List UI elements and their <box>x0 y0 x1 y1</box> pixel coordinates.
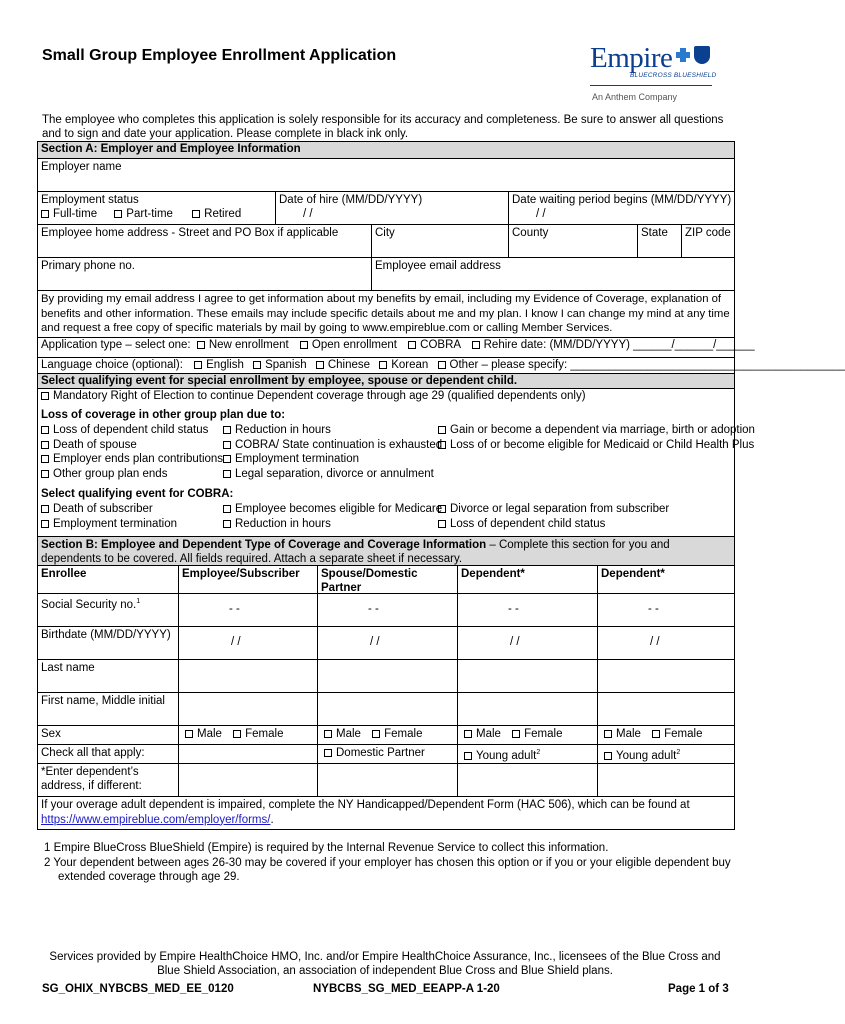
birthdate-label: Birthdate (MM/DD/YYYY) <box>41 629 171 641</box>
ssn-row <box>38 593 734 626</box>
dependent-address-input[interactable] <box>178 764 317 796</box>
city-field[interactable]: City <box>371 225 508 257</box>
checkbox-icon[interactable] <box>253 361 261 369</box>
column-header: Dependent* <box>457 566 597 593</box>
blue-shield-icon <box>694 46 710 64</box>
ssn-label: Social Security no.$^1$ <box>41 598 141 611</box>
female-option[interactable]: Female <box>512 728 562 740</box>
female-option[interactable]: Female <box>372 728 422 740</box>
dependent-address-label: *Enter dependent’s address, if different: <box>41 766 142 792</box>
other-language-option[interactable]: Other – please specify: ___________________________________________ <box>438 359 845 371</box>
cobra-option[interactable]: Loss of dependent child status <box>438 517 669 532</box>
qualifying-option[interactable]: Death of spouse <box>41 438 223 453</box>
language-choice-row <box>38 357 845 373</box>
last-name-input[interactable] <box>457 660 597 692</box>
anthem-tagline: An Anthem Company <box>592 92 678 102</box>
ssn-input[interactable]: - - <box>597 594 736 626</box>
county-field[interactable]: County <box>508 225 637 257</box>
qualifying-event-header: Select qualifying event for special enrollment by employee, spouse or dependent child. <box>38 373 734 388</box>
employment-status-label: Employment status <box>41 194 139 206</box>
korean-option[interactable]: Korean <box>379 359 428 371</box>
enrollment-form <box>37 141 845 830</box>
email-consent-text: By providing my email address I agree to get information about my benefits by email, including my Evidence of Coverage, explanation of benefits and other information. These emails may include specific details about me and my plan. I know I can change my mind at any time and request a free copy of specific materials by mail by going to www.empireblue.com or calling Member Services. <box>38 290 734 337</box>
check-all-label: Check all that apply: <box>41 747 145 759</box>
intro-text: The employee who completes this application is solely responsible for its accuracy and completeness. Be sure to answer all questions and to sign and date your application. Please complete in black ink only. <box>42 114 724 140</box>
contact-row <box>38 257 734 290</box>
young-adult-option[interactable]: Young adult$^2$ <box>457 745 597 763</box>
checkbox-icon[interactable] <box>379 361 387 369</box>
checkbox-icon[interactable] <box>223 441 231 449</box>
male-option[interactable]: Male <box>185 728 222 740</box>
section-a-header: Section A: Employer and Employee Information <box>38 141 734 158</box>
qualifying-option[interactable]: Other group plan ends <box>41 467 223 482</box>
coverage-column-headers <box>38 565 734 593</box>
impaired-note-text: If your overage adult dependent is impaired, complete the NY Handicapped/Dependent Form (HAC 506), which can be found at <box>41 799 690 811</box>
employment-row <box>38 191 734 224</box>
first-name-row <box>38 692 734 725</box>
mandatory-election-option[interactable]: Mandatory Right of Election to continue Dependent coverage through age 29 (qualified dependents only) <box>41 390 586 402</box>
birthdate-row <box>38 626 734 659</box>
female-option[interactable]: Female <box>652 728 702 740</box>
services-disclaimer: Services provided by Empire HealthChoice HMO, Inc. and/or Empire HealthChoice Assurance, Inc., licensees of the Blue Cross and Blue Shield Association, an association of independent Blue Cross and Blue Shield plans. <box>49 951 721 977</box>
ssn-input[interactable]: - - <box>317 594 457 626</box>
sex-row <box>38 725 734 744</box>
checkbox-icon[interactable] <box>512 730 520 738</box>
checkbox-icon[interactable] <box>41 426 49 434</box>
section-b-instructions: – Complete this section for you and dependents to be covered. All fields required. Attach a separate sheet if necessary. <box>41 539 670 565</box>
chinese-option[interactable]: Chinese <box>316 359 370 371</box>
column-header: Employee/Subscriber <box>178 566 317 593</box>
page-number: Page 1 of 3 <box>668 983 729 995</box>
cobra-option[interactable]: Employment termination <box>41 517 177 532</box>
section-b-title: Section B: Employee and Dependent Type of Coverage and Coverage Information <box>41 539 487 551</box>
checkbox-icon[interactable] <box>604 752 612 760</box>
young-adult-option[interactable]: Young adult$^2$ <box>597 745 736 763</box>
logo-subtitle: BLUECROSS BLUESHIELD <box>630 72 717 79</box>
checkbox-icon[interactable] <box>372 730 380 738</box>
checkbox-icon[interactable] <box>114 210 122 218</box>
spanish-option[interactable]: Spanish <box>253 359 307 371</box>
checkbox-icon[interactable] <box>41 392 49 400</box>
page-title: Small Group Employee Enrollment Application <box>42 47 397 64</box>
dependent-address-input[interactable] <box>597 764 736 796</box>
ssn-input[interactable]: - - <box>178 594 317 626</box>
cobra-column-1 <box>41 502 177 531</box>
last-name-input[interactable] <box>178 660 317 692</box>
loss-column-2 <box>223 423 442 481</box>
checkbox-icon[interactable] <box>652 730 660 738</box>
birthdate-input[interactable]: / / <box>457 627 597 659</box>
checkbox-icon[interactable] <box>41 210 49 218</box>
qualifying-option[interactable]: Loss of or become eligible for Medicaid or Child Health Plus <box>438 438 755 453</box>
empire-logo <box>590 40 730 110</box>
checkbox-icon[interactable] <box>223 455 231 463</box>
checkbox-icon[interactable] <box>223 470 231 478</box>
check-all-row <box>38 744 734 763</box>
form-code-center: NYBCBS_SG_MED_EEAPP-A 1-20 <box>313 983 500 995</box>
cobra-option[interactable]: Reduction in hours <box>223 517 442 532</box>
loss-column-1 <box>41 423 223 481</box>
checkbox-icon[interactable] <box>438 426 446 434</box>
qualifying-event-block <box>38 388 755 536</box>
last-name-row <box>38 659 734 692</box>
email-field[interactable]: Employee email address <box>371 258 736 290</box>
qualifying-option[interactable]: Employer ends plan contributions <box>41 452 223 467</box>
male-option[interactable]: Male <box>604 728 641 740</box>
first-name-input[interactable] <box>457 693 597 725</box>
waiting-period-slashes: / / <box>536 208 546 220</box>
part-time-option[interactable]: Part-time <box>114 208 173 220</box>
retired-option[interactable]: Retired <box>192 208 241 220</box>
cobra-option[interactable]: COBRA <box>408 339 460 351</box>
checkbox-icon[interactable] <box>438 505 446 513</box>
sex-label: Sex <box>41 728 61 740</box>
checkbox-icon[interactable] <box>41 470 49 478</box>
checkbox-icon[interactable] <box>300 341 308 349</box>
open-enrollment-option[interactable]: Open enrollment <box>300 339 397 351</box>
employer-name-field[interactable] <box>38 158 734 191</box>
first-name-input[interactable] <box>178 693 317 725</box>
sex-options <box>457 726 597 744</box>
employer-name-label: Employer name <box>41 161 122 173</box>
qualifying-option[interactable]: Gain or become a dependent via marriage, birth or adoption <box>438 423 755 438</box>
rehire-option[interactable]: Rehire date: (MM/DD/YYYY) ______/______/______ <box>472 339 755 351</box>
column-header: Spouse/Domestic Partner <box>317 566 457 593</box>
loss-column-3 <box>438 423 755 452</box>
checkbox-icon[interactable] <box>464 752 472 760</box>
check-all-empty <box>178 745 317 763</box>
logo-wordmark: Empire <box>590 42 673 74</box>
column-header: Dependent* <box>597 566 736 593</box>
cobra-column-3 <box>438 502 669 531</box>
address-row <box>38 224 734 257</box>
female-option[interactable]: Female <box>233 728 283 740</box>
employer-forms-link[interactable]: https://www.empireblue.com/employer/forms/ <box>41 813 271 826</box>
qualifying-option[interactable]: COBRA/ State continuation is exhausted <box>223 438 442 453</box>
phone-field[interactable]: Primary phone no. <box>41 260 135 272</box>
cobra-event-title: Select qualifying event for COBRA: <box>41 488 234 500</box>
column-header: Enrollee <box>41 568 87 580</box>
blue-cross-icon <box>676 48 690 62</box>
checkbox-icon[interactable] <box>604 730 612 738</box>
male-option[interactable]: Male <box>324 728 361 740</box>
checkbox-icon[interactable] <box>233 730 241 738</box>
qualifying-option[interactable]: Employment termination <box>223 452 442 467</box>
birthdate-input[interactable]: / / <box>178 627 317 659</box>
dependent-address-input[interactable] <box>317 764 457 796</box>
checkbox-icon[interactable] <box>41 441 49 449</box>
date-of-hire-slashes: / / <box>303 208 313 220</box>
checkbox-icon[interactable] <box>197 341 205 349</box>
checkbox-icon[interactable] <box>185 730 193 738</box>
checkbox-icon[interactable] <box>41 505 49 513</box>
dependent-address-input[interactable] <box>457 764 597 796</box>
first-name-input[interactable] <box>597 693 736 725</box>
birthdate-input[interactable]: / / <box>317 627 457 659</box>
checkbox-icon[interactable] <box>438 520 446 528</box>
checkbox-icon[interactable] <box>41 455 49 463</box>
language-choice-label: Language choice (optional): <box>41 359 183 371</box>
domestic-partner-option[interactable]: Domestic Partner <box>317 745 457 763</box>
employment-status-field <box>38 192 275 224</box>
qualifying-option[interactable]: Loss of dependent child status <box>41 423 223 438</box>
english-option[interactable]: English <box>194 359 244 371</box>
dependent-address-row <box>38 763 734 796</box>
waiting-period-field[interactable] <box>508 192 736 224</box>
checkbox-icon[interactable] <box>438 441 446 449</box>
logo-divider <box>590 85 712 86</box>
form-code-left: SG_OHIX_NYBCBS_MED_EE_0120 <box>42 983 234 995</box>
cobra-option[interactable]: Divorce or legal separation from subscriber <box>438 502 669 517</box>
date-of-hire-label: Date of hire (MM/DD/YYYY) <box>279 194 423 206</box>
checkbox-icon[interactable] <box>194 361 202 369</box>
new-enrollment-option[interactable]: New enrollment <box>197 339 289 351</box>
checkbox-icon[interactable] <box>223 520 231 528</box>
checkbox-icon[interactable] <box>316 361 324 369</box>
checkbox-icon[interactable] <box>223 505 231 513</box>
state-field[interactable]: State <box>637 225 681 257</box>
checkbox-icon[interactable] <box>192 210 200 218</box>
last-name-label: Last name <box>41 662 95 674</box>
male-option[interactable]: Male <box>464 728 501 740</box>
checkbox-icon[interactable] <box>438 361 446 369</box>
application-type-label: Application type – select one: <box>41 339 191 351</box>
checkbox-icon[interactable] <box>464 730 472 738</box>
sex-options <box>317 726 457 744</box>
qualifying-option[interactable]: Legal separation, divorce or annulment <box>223 467 442 482</box>
checkbox-icon[interactable] <box>324 749 332 757</box>
qualifying-option[interactable]: Reduction in hours <box>223 423 442 438</box>
sex-options <box>597 726 736 744</box>
zip-field[interactable]: ZIP code <box>681 225 736 257</box>
impaired-dependent-note: If your overage adult dependent is impaired, complete the NY Handicapped/Dependent Form (HAC 506), which can be found at https://www.empireblue.com/employer/forms/. <box>38 796 734 829</box>
waiting-period-label: Date waiting period begins (MM/DD/YYYY) <box>512 194 732 206</box>
first-name-input[interactable] <box>317 693 457 725</box>
cobra-option[interactable]: Employee becomes eligible for Medicare <box>223 502 442 517</box>
section-b-header <box>38 536 734 565</box>
footnote-2: 2 Your dependent between ages 26-30 may be covered if your employer has chosen this option or if you or your eligible dependent buy extended coverage through age 29. <box>44 857 731 883</box>
last-name-input[interactable] <box>597 660 736 692</box>
last-name-input[interactable] <box>317 660 457 692</box>
first-name-label: First name, Middle initial <box>41 695 165 707</box>
checkbox-icon[interactable] <box>223 426 231 434</box>
ssn-input[interactable]: - - <box>457 594 597 626</box>
date-of-hire-field[interactable] <box>275 192 508 224</box>
full-time-option[interactable]: Full-time <box>41 208 97 220</box>
checkbox-icon[interactable] <box>408 341 416 349</box>
checkbox-icon[interactable] <box>472 341 480 349</box>
footnote-1: 1 Empire BlueCross BlueShield (Empire) is required by the Internal Revenue Service to collect this information. <box>44 842 609 854</box>
checkbox-icon[interactable] <box>41 520 49 528</box>
birthdate-input[interactable]: / / <box>597 627 736 659</box>
cobra-column-2 <box>223 502 442 531</box>
application-type-row <box>38 337 755 357</box>
loss-of-coverage-title: Loss of coverage in other group plan due to: <box>41 409 286 421</box>
checkbox-icon[interactable] <box>324 730 332 738</box>
home-address-field[interactable]: Employee home address - Street and PO Box if applicable <box>41 227 339 239</box>
sex-options <box>178 726 317 744</box>
cobra-option[interactable]: Death of subscriber <box>41 502 177 517</box>
